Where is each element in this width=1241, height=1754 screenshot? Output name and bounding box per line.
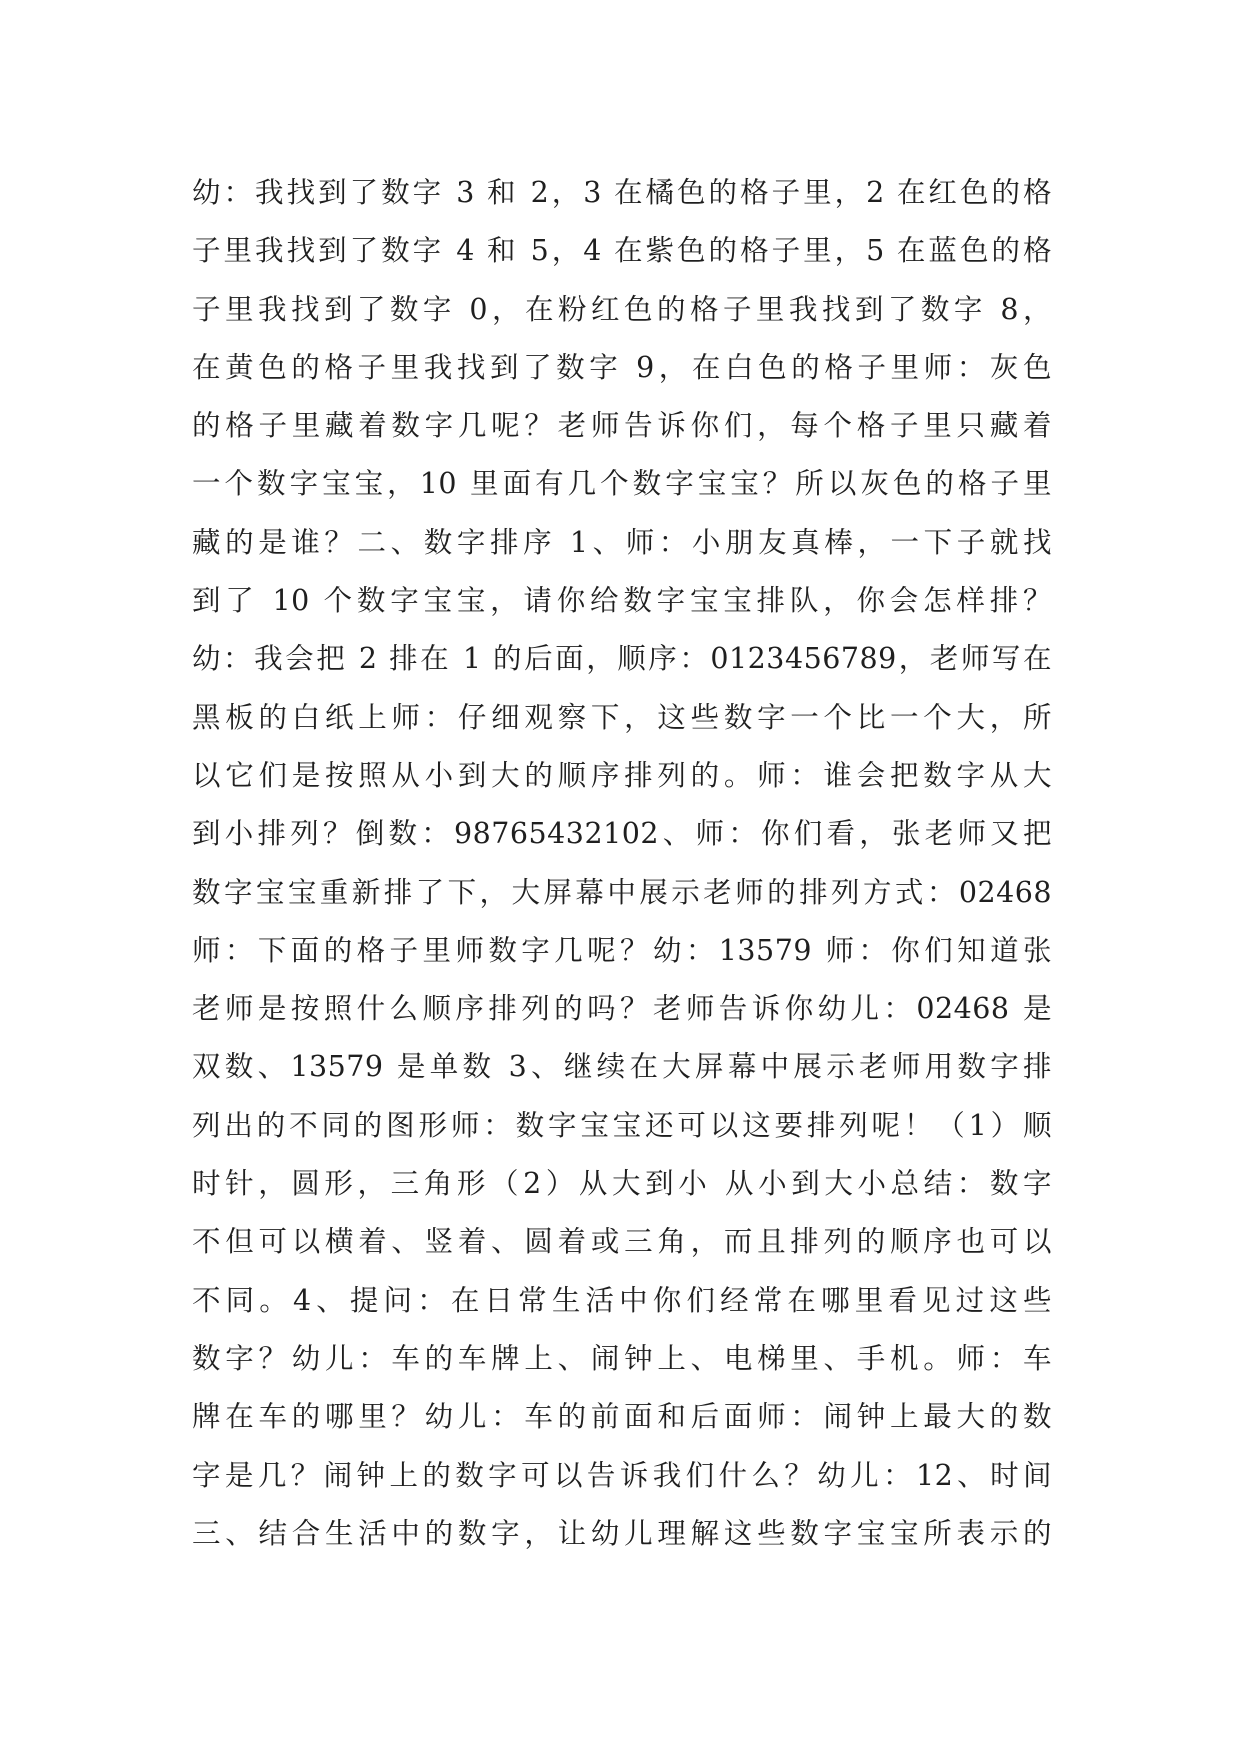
text-line: 子里我找到了数字 0，在粉红色的格子里我找到了数字 8， (192, 292, 1052, 326)
text-line: 一个数字宝宝，10 里面有几个数字宝宝？所以灰色的格子里 (192, 467, 1052, 501)
text-line: 藏的是谁？二、数字排序 1、师：小朋友真棒，一下子就找 (192, 525, 1052, 559)
text-line: 幼：我会把 2 排在 1 的后面，顺序：0123456789，老师写在 (192, 642, 1052, 676)
text-line: 以它们是按照从小到大的顺序排列的。师：谁会把数字从大 (192, 758, 1052, 792)
text-line: 师：下面的格子里师数字几呢？幼：13579 师：你们知道张 (192, 933, 1052, 967)
text-line: 牌在车的哪里？幼儿：车的前面和后面师：闹钟上最大的数 (192, 1400, 1052, 1434)
body-text (192, 164, 1052, 1563)
text-line: 在黄色的格子里我找到了数字 9，在白色的格子里师：灰色 (192, 350, 1052, 384)
text-line: 数字？幼儿：车的车牌上、闹钟上、电梯里、手机。师：车 (192, 1341, 1052, 1375)
text-line: 双数、13579 是单数 3、继续在大屏幕中展示老师用数字排 (192, 1050, 1052, 1084)
text-line: 的格子里藏着数字几呢？老师告诉你们，每个格子里只藏着 (192, 409, 1052, 443)
text-line: 到了 10 个数字宝宝，请你给数字宝宝排队，你会怎样排？ (192, 584, 1052, 618)
text-line: 不但可以横着、竖着、圆着或三角，而且排列的顺序也可以 (192, 1225, 1052, 1259)
text-line: 列出的不同的图形师：数字宝宝还可以这要排列呢！（1）顺 (192, 1108, 1052, 1142)
text-line: 幼：我找到了数字 3 和 2，3 在橘色的格子里，2 在红色的格 (192, 176, 1052, 209)
text-line: 数字宝宝重新排了下，大屏幕中展示老师的排列方式：02468 (192, 875, 1052, 909)
text-line: 三、结合生活中的数字，让幼儿理解这些数字宝宝所表示的 (192, 1516, 1052, 1550)
text-line: 字是几？闹钟上的数字可以告诉我们什么？幼儿：12、时间 (192, 1458, 1052, 1492)
text-line: 到小排列？倒数：98765432102、师：你们看，张老师又把 (192, 817, 1052, 851)
text-line: 老师是按照什么顺序排列的吗？老师告诉你幼儿：02468 是 (192, 992, 1052, 1026)
text-line: 黑板的白纸上师：仔细观察下，这些数字一个比一个大，所 (192, 700, 1052, 734)
text-line: 时针，圆形，三角形（2）从大到小 从小到大小总结：数字 (192, 1167, 1052, 1201)
text-line: 不同。4、提问：在日常生活中你们经常在哪里看见过这些 (192, 1283, 1052, 1317)
text-line: 子里我找到了数字 4 和 5，4 在紫色的格子里，5 在蓝色的格 (192, 234, 1052, 268)
